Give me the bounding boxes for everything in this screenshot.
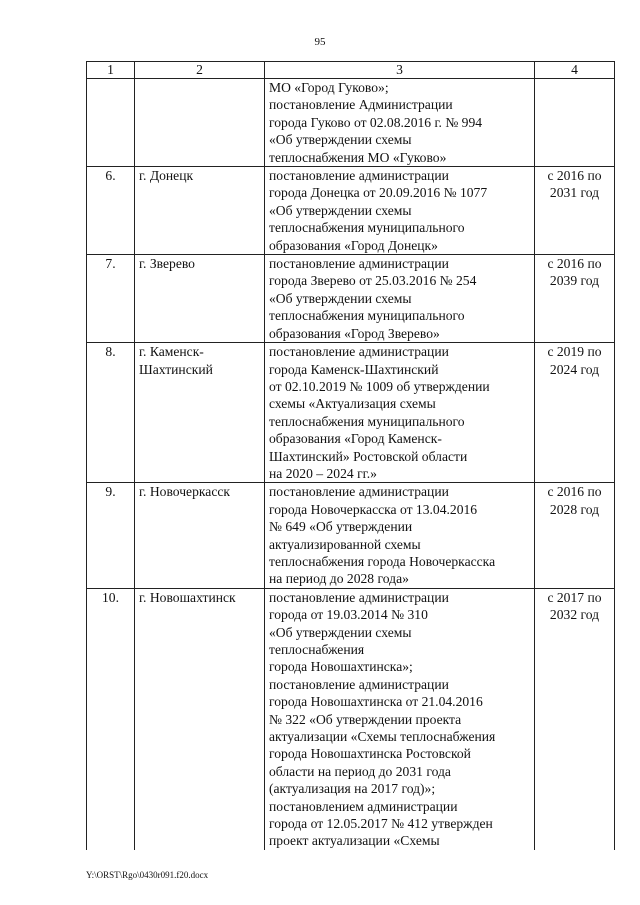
table-row <box>87 255 615 343</box>
table-row <box>87 588 615 850</box>
header-cell-2: 2 <box>135 62 265 79</box>
page-number: 95 <box>314 36 326 48</box>
document-text: постановление администрации города Зверево от 25.03.2016 № 254 «Об утверждении схемы теплоснабжения муниципального образования «Город Зверево» <box>265 255 535 343</box>
header-cell-1: 1 <box>87 62 135 79</box>
validity-period <box>535 79 615 167</box>
header-cell-4: 4 <box>535 62 615 79</box>
city-name: г. Донецк <box>135 167 265 255</box>
validity-period: с 2016 по 2031 год <box>535 167 615 255</box>
validity-period: с 2019 по 2024 год <box>535 343 615 483</box>
city-name: г. Новочеркасск <box>135 483 265 588</box>
city-name: г. Зверево <box>135 255 265 343</box>
city-name: г. Каменск- Шахтинский <box>135 343 265 483</box>
city-name <box>135 79 265 167</box>
row-number: 9. <box>87 483 135 588</box>
footer-file-path: Y:\ORST\Rgo\0430r091.f20.docx <box>86 870 209 880</box>
row-number <box>87 79 135 167</box>
document-text: МО «Город Гуково»; постановление Администрации города Гуково от 02.08.2016 г. № 994 «Об утверждении схемы теплоснабжения МО «Гуково» <box>265 79 535 167</box>
table-row <box>87 167 615 255</box>
document-text: постановление администрации города Каменск-Шахтинский от 02.10.2019 № 1009 об утверждении схемы «Актуализация схемы теплоснабжения муниципального образования «Город Каменск- Шахтинский» Ростовской области на 2020 – 2024 гг.» <box>265 343 535 483</box>
validity-period: с 2016 по 2028 год <box>535 483 615 588</box>
row-number: 8. <box>87 343 135 483</box>
validity-period: с 2017 по 2032 год <box>535 588 615 850</box>
header-cell-3: 3 <box>265 62 535 79</box>
document-text: постановление администрации города Новочеркасска от 13.04.2016 № 649 «Об утверждении актуализированной схемы теплоснабжения города Новочеркасска на период до 2028 года» <box>265 483 535 588</box>
row-number: 6. <box>87 167 135 255</box>
row-number: 7. <box>87 255 135 343</box>
table-row <box>87 79 615 167</box>
table-header-row <box>87 62 615 79</box>
document-text: постановление администрации города от 19.03.2014 № 310 «Об утверждении схемы теплоснабжения города Новошахтинска»; постановление администрации города Новошахтинска от 21.04.2016 № 322 «Об утверждении проекта актуализации «Схемы теплоснабжения города Новошахтинска Ростовской области на период до 2031 года (актуализация на 2017 год)»; постановлением администрации города от 12.05.2017 № 412 утвержден проект актуализации «Схемы <box>265 588 535 850</box>
document-text: постановление администрации города Донецка от 20.09.2016 № 1077 «Об утверждении схемы теплоснабжения муниципального образования «Город Донецк» <box>265 167 535 255</box>
table-row <box>87 483 615 588</box>
validity-period: с 2016 по 2039 год <box>535 255 615 343</box>
row-number: 10. <box>87 588 135 850</box>
table-row <box>87 343 615 483</box>
city-name: г. Новошахтинск <box>135 588 265 850</box>
heat-supply-schemes-table <box>86 61 615 850</box>
